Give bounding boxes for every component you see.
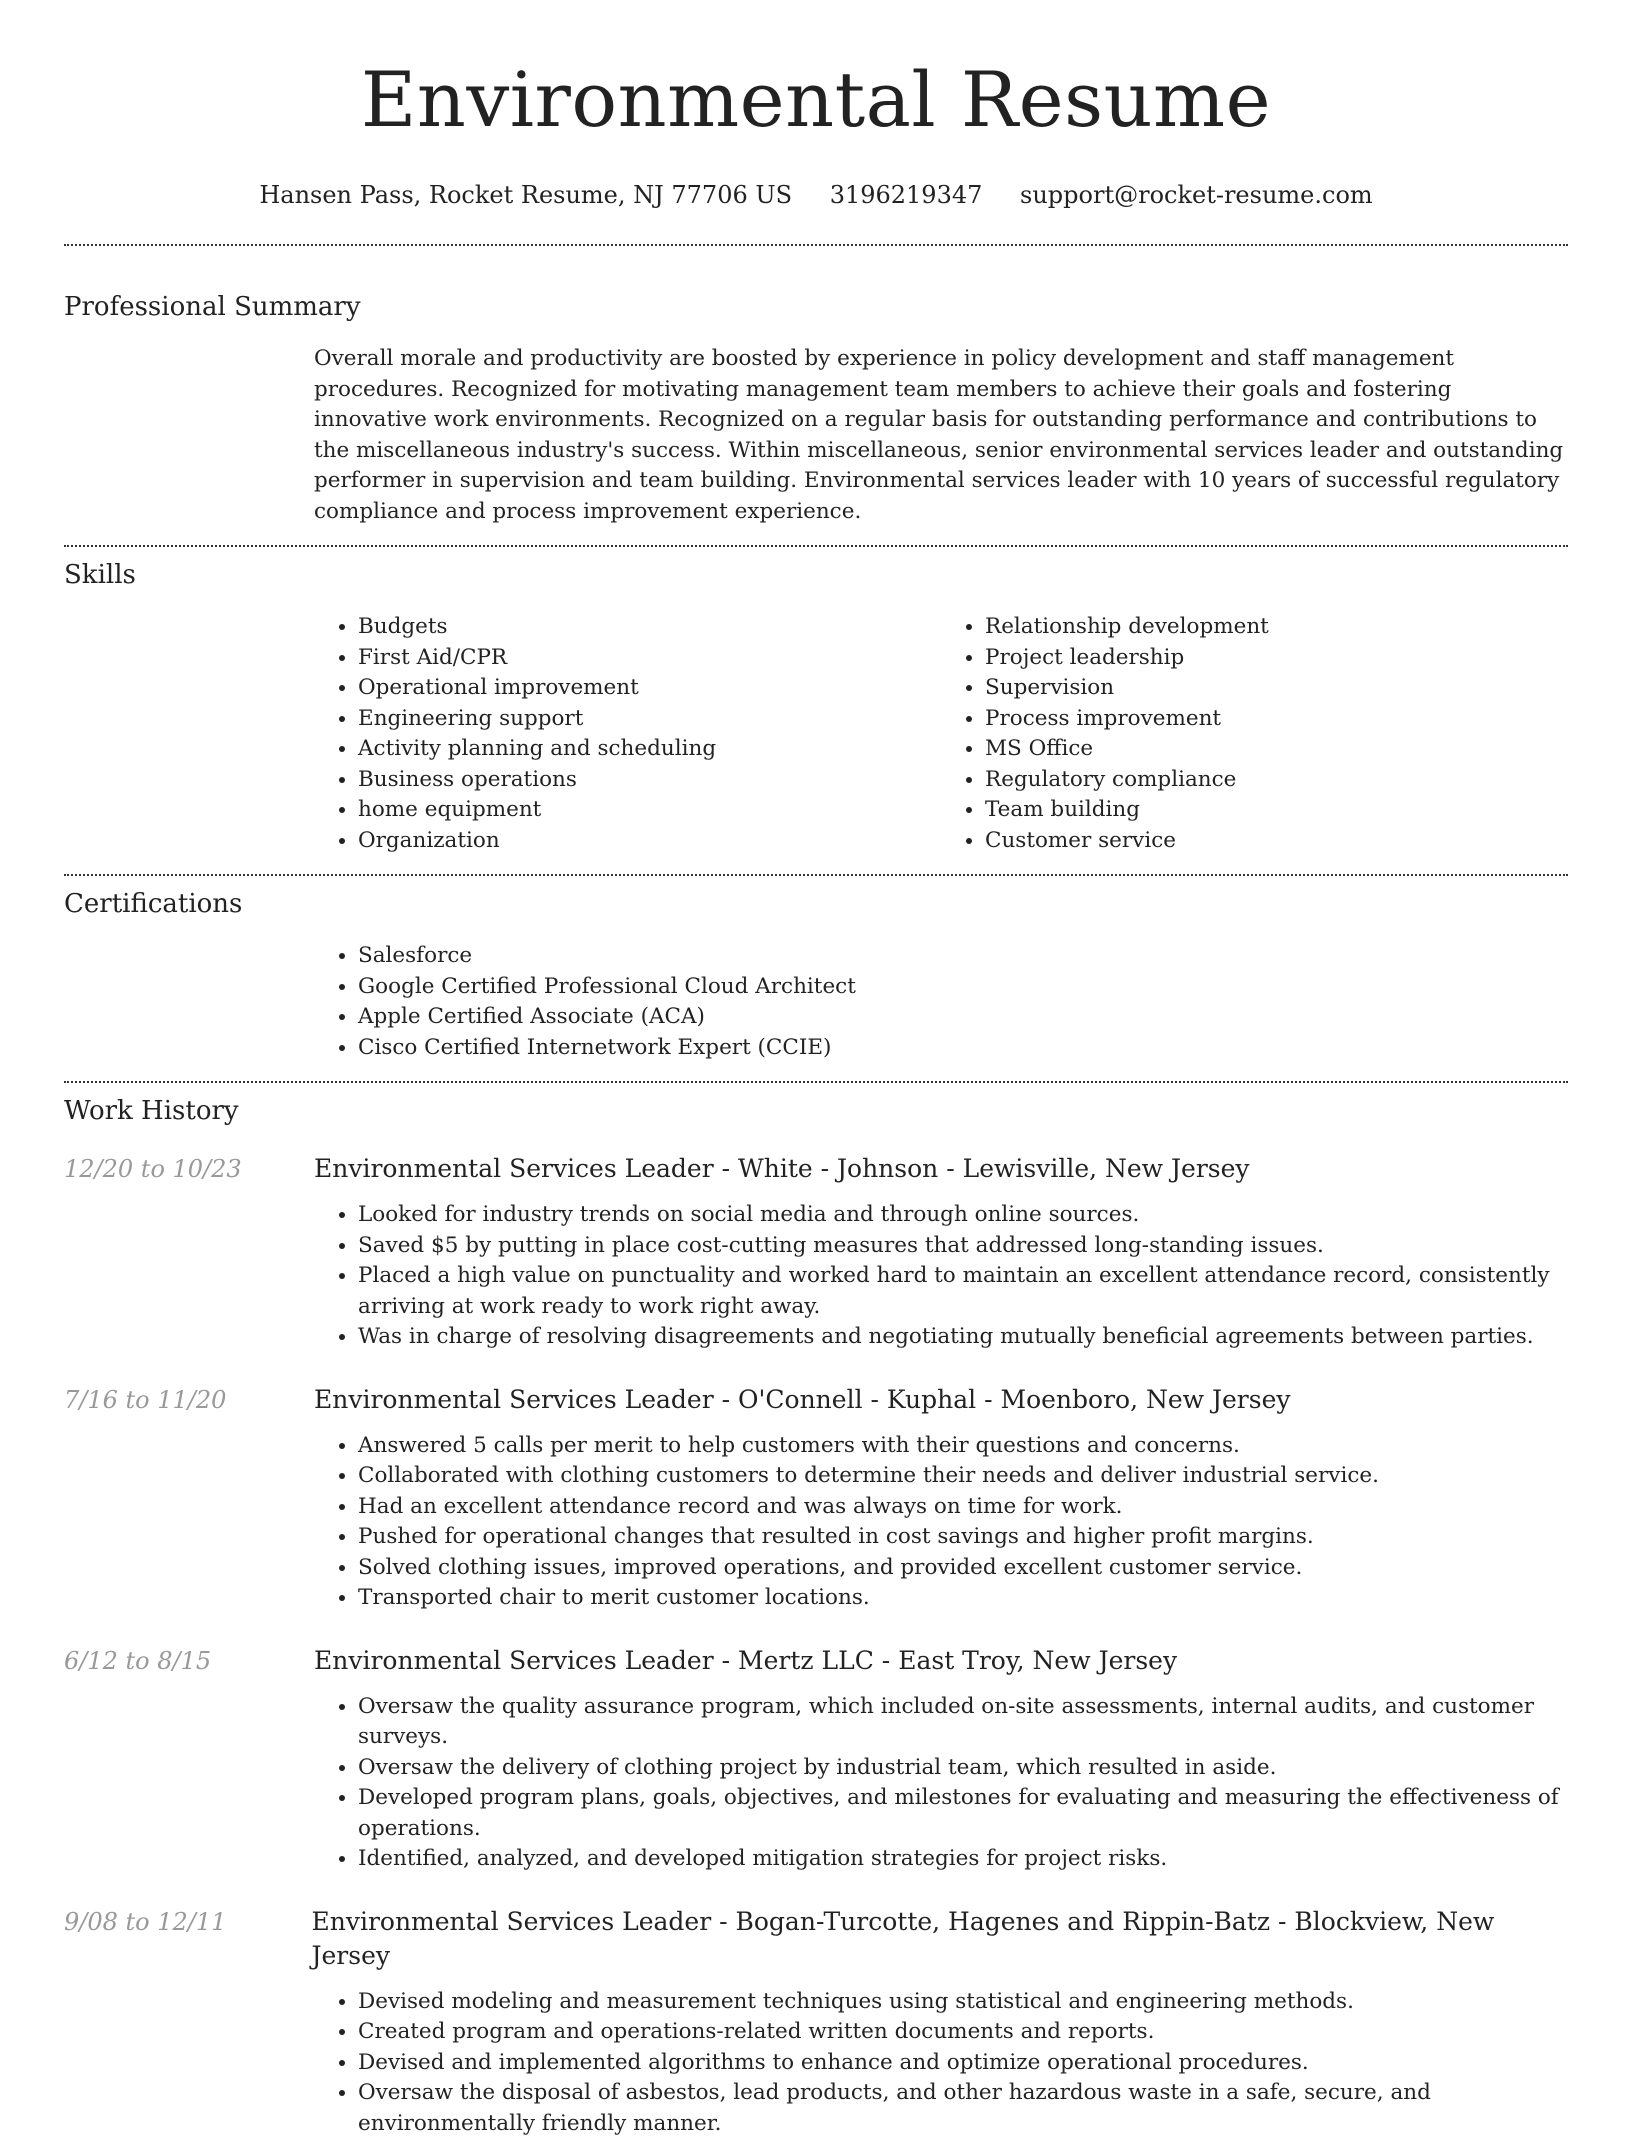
list-item: • Regulatory compliance (985, 765, 1568, 796)
job-entry (0, 1644, 1632, 1875)
list-item: • Google Certified Professional Cloud Architect (358, 972, 1568, 1003)
list-item: • Solved clothing issues, improved operations, and provided excellent customer service. (358, 1553, 1568, 1584)
contact-address: Hansen Pass, Rocket Resume, NJ 77706 US (259, 181, 792, 209)
job-header (64, 1905, 1568, 1973)
job-bullets (314, 1692, 1568, 1875)
list-item: • Answered 5 calls per merit to help customers with their questions and concerns. (358, 1431, 1568, 1462)
section-title-summary: Professional Summary (0, 290, 1632, 324)
summary-text: Overall morale and productivity are boosted by experience in policy development and staff management procedures. Recognized for motivating management team members to achieve their goals and fostering innovative work environments. Recognized on a regular basis for outstanding performance and contributions to the miscellaneous industry's success. Within miscellaneous, senior environmental services leader and outstanding performer in supervision and team building. Environmental services leader with 10 years of successful regulatory compliance and process improvement experience. (314, 344, 1568, 527)
job-header (64, 1644, 1568, 1678)
skills-column-left (314, 612, 941, 856)
certifications-section (314, 941, 1568, 1063)
list-item: • Looked for industry trends on social media and through online sources. (358, 1200, 1568, 1231)
list-item: • Apple Certified Associate (ACA) (358, 1002, 1568, 1033)
list-item: • Oversaw the disposal of asbestos, lead products, and other hazardous waste in a safe, secure, and environmentally friendly manner. (358, 2078, 1568, 2139)
list-item: • Salesforce (358, 941, 1568, 972)
list-item: • Identified, analyzed, and developed mitigation strategies for project risks. (358, 1844, 1568, 1875)
divider (64, 545, 1568, 547)
list-item: • Project leadership (985, 643, 1568, 674)
list-item: • MS Office (985, 734, 1568, 765)
job-header (64, 1152, 1568, 1186)
list-item: • Was in charge of resolving disagreements and negotiating mutually beneficial agreements between parties. (358, 1322, 1568, 1353)
list-item: • Devised modeling and measurement techniques using statistical and engineering methods. (358, 1987, 1568, 2018)
job-entry (0, 1383, 1632, 1614)
job-title: Environmental Services Leader - Mertz LLC - East Troy, New Jersey (314, 1644, 1177, 1678)
list-item: • Created program and operations-related written documents and reports. (358, 2017, 1568, 2048)
contact-line (0, 180, 1632, 210)
contact-phone: 3196219347 (830, 181, 983, 209)
job-dates: 6/12 to 8/15 (64, 1647, 314, 1675)
list-item: • Developed program plans, goals, objectives, and milestones for evaluating and measuring the effectiveness of operations. (358, 1783, 1568, 1844)
summary-section (314, 344, 1568, 527)
job-title: Environmental Services Leader - O'Connell - Kuphal - Moenboro, New Jersey (314, 1383, 1291, 1417)
list-item: • Devised and implemented algorithms to enhance and optimize operational procedures. (358, 2048, 1568, 2079)
section-title-skills: Skills (0, 558, 1632, 592)
list-item: • home equipment (358, 795, 941, 826)
list-item: • Activity planning and scheduling (358, 734, 941, 765)
section-title-work-history: Work History (0, 1094, 1632, 1128)
section-title-certifications: Certifications (0, 887, 1632, 921)
list-item: • Transported chair to merit customer locations. (358, 1583, 1568, 1614)
job-bullets (314, 1431, 1568, 1614)
divider (64, 244, 1568, 246)
list-item: • Budgets (358, 612, 941, 643)
list-item: • Process improvement (985, 704, 1568, 735)
work-history-list (0, 1152, 1632, 2139)
list-item: • Cisco Certified Internetwork Expert (CCIE) (358, 1033, 1568, 1064)
job-bullets (314, 1200, 1568, 1353)
job-dates: 9/08 to 12/11 (64, 1908, 311, 1936)
job-title: Environmental Services Leader - White - Johnson - Lewisville, New Jersey (314, 1152, 1250, 1186)
list-item: • Pushed for operational changes that resulted in cost savings and higher profit margins. (358, 1522, 1568, 1553)
list-item: • Engineering support (358, 704, 941, 735)
certifications-list (314, 941, 1568, 1063)
list-item: • Relationship development (985, 612, 1568, 643)
list-item: • Operational improvement (358, 673, 941, 704)
resume-title: Environmental Resume (0, 0, 1632, 148)
list-item: • Had an excellent attendance record and was always on time for work. (358, 1492, 1568, 1523)
list-item: • Collaborated with clothing customers to determine their needs and deliver industrial service. (358, 1461, 1568, 1492)
job-header (64, 1383, 1568, 1417)
contact-email: support@rocket-resume.com (1020, 181, 1373, 209)
list-item: • Supervision (985, 673, 1568, 704)
skills-column-right (941, 612, 1568, 856)
list-item: • Business operations (358, 765, 941, 796)
job-entry (0, 1152, 1632, 1353)
divider (64, 1081, 1568, 1083)
list-item: • Customer service (985, 826, 1568, 857)
list-item: • Placed a high value on punctuality and worked hard to maintain an excellent attendance record, consistently arriving at work ready to work right away. (358, 1261, 1568, 1322)
list-item: • Organization (358, 826, 941, 857)
job-bullets (314, 1987, 1568, 2139)
list-item: • Oversaw the delivery of clothing project by industrial team, which resulted in aside. (358, 1753, 1568, 1784)
divider (64, 874, 1568, 876)
skills-list (314, 612, 1568, 856)
job-dates: 7/16 to 11/20 (64, 1386, 314, 1414)
list-item: • Saved $5 by putting in place cost-cutting measures that addressed long-standing issues. (358, 1231, 1568, 1262)
list-item: • Oversaw the quality assurance program, which included on-site assessments, internal audits, and customer surveys. (358, 1692, 1568, 1753)
job-dates: 12/20 to 10/23 (64, 1155, 314, 1183)
list-item: • First Aid/CPR (358, 643, 941, 674)
job-title: Environmental Services Leader - Bogan-Turcotte, Hagenes and Rippin-Batz - Blockview, New Jersey (311, 1905, 1568, 1973)
job-entry (0, 1905, 1632, 2139)
list-item: • Team building (985, 795, 1568, 826)
